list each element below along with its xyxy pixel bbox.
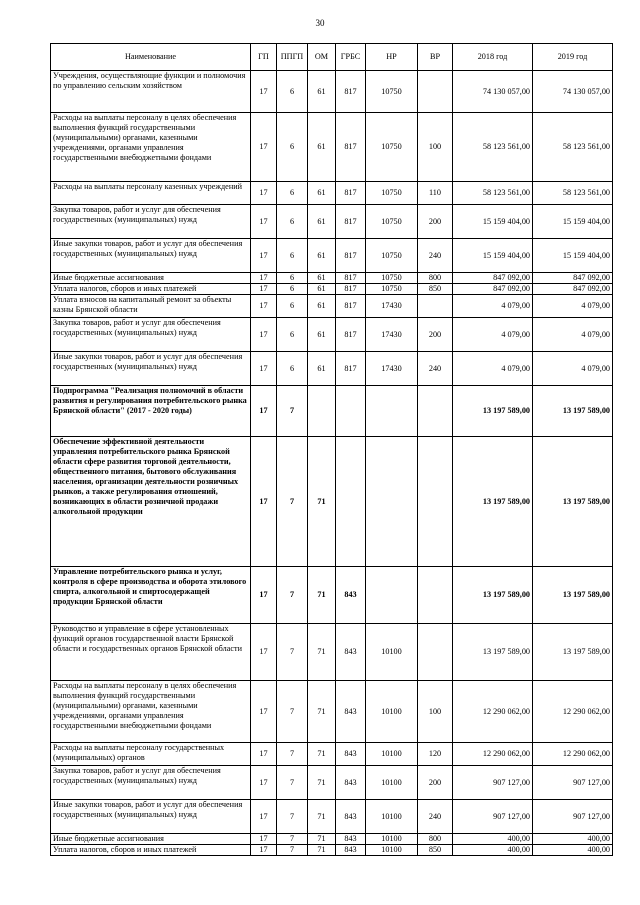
row-om: 71	[308, 743, 336, 766]
table-header-row	[51, 44, 613, 71]
row-grbs	[336, 437, 366, 567]
row-amount-2018: 13 197 589,00	[453, 437, 533, 567]
row-name: Руководство и управление в сфере установленных функций органов государственной власти Брянской области и государственных органов Брянской области	[51, 624, 251, 681]
row-gp: 17	[251, 239, 277, 273]
table-row	[51, 845, 613, 856]
table-row	[51, 386, 613, 437]
row-ppgp: 7	[277, 766, 308, 800]
row-grbs: 843	[336, 845, 366, 856]
row-grbs: 817	[336, 182, 366, 205]
row-amount-2019: 15 159 404,00	[533, 239, 613, 273]
row-name: Иные бюджетные ассигнования	[51, 273, 251, 284]
row-amount-2019: 74 130 057,00	[533, 71, 613, 113]
row-name: Расходы на выплаты персоналу в целях обеспечения выполнения функций государственными (муниципальными) органами, казенными учреждениями, органами управления государственными внебюджетными фондами	[51, 113, 251, 182]
row-nr: 17430	[366, 352, 418, 386]
row-vr: 200	[418, 205, 453, 239]
row-ppgp: 6	[277, 295, 308, 318]
row-amount-2018: 400,00	[453, 834, 533, 845]
row-name: Расходы на выплаты персоналу казенных учреждений	[51, 182, 251, 205]
row-grbs: 843	[336, 624, 366, 681]
row-nr: 10100	[366, 624, 418, 681]
row-ppgp: 6	[277, 318, 308, 352]
row-amount-2018: 74 130 057,00	[453, 71, 533, 113]
table-row	[51, 352, 613, 386]
header-ppgp: ППГП	[277, 44, 308, 71]
row-amount-2019: 15 159 404,00	[533, 205, 613, 239]
row-grbs: 843	[336, 834, 366, 845]
row-om: 71	[308, 681, 336, 743]
row-om: 61	[308, 71, 336, 113]
row-amount-2018: 13 197 589,00	[453, 386, 533, 437]
row-ppgp: 7	[277, 800, 308, 834]
row-gp: 17	[251, 567, 277, 624]
row-nr: 10750	[366, 273, 418, 284]
row-amount-2019: 4 079,00	[533, 352, 613, 386]
row-om: 61	[308, 352, 336, 386]
row-om: 71	[308, 845, 336, 856]
row-ppgp: 7	[277, 567, 308, 624]
header-om: ОМ	[308, 44, 336, 71]
row-gp: 17	[251, 284, 277, 295]
row-nr: 10750	[366, 113, 418, 182]
row-grbs: 843	[336, 800, 366, 834]
table-row	[51, 834, 613, 845]
row-vr: 240	[418, 352, 453, 386]
row-gp: 17	[251, 113, 277, 182]
row-name: Уплата взносов на капитальный ремонт за объекты казны Брянской области	[51, 295, 251, 318]
row-vr: 100	[418, 113, 453, 182]
row-amount-2018: 58 123 561,00	[453, 182, 533, 205]
row-grbs: 817	[336, 273, 366, 284]
row-om: 61	[308, 273, 336, 284]
row-om: 61	[308, 284, 336, 295]
page-number: 30	[315, 18, 325, 28]
row-amount-2019: 13 197 589,00	[533, 624, 613, 681]
budget-table	[50, 43, 613, 856]
row-amount-2019: 13 197 589,00	[533, 567, 613, 624]
row-ppgp: 7	[277, 437, 308, 567]
row-name: Расходы на выплаты персоналу в целях обеспечения выполнения функций государственными (муниципальными) органами, казенными учреждениями, органами управления государственными внебюджетными фондами	[51, 681, 251, 743]
row-name: Иные закупки товаров, работ и услуг для обеспечения государственных (муниципальных) нужд	[51, 239, 251, 273]
row-gp: 17	[251, 318, 277, 352]
table-row	[51, 567, 613, 624]
row-amount-2019: 12 290 062,00	[533, 743, 613, 766]
row-amount-2018: 12 290 062,00	[453, 681, 533, 743]
row-nr	[366, 437, 418, 567]
row-amount-2019: 907 127,00	[533, 800, 613, 834]
table-row	[51, 113, 613, 182]
row-nr: 10100	[366, 834, 418, 845]
row-amount-2018: 4 079,00	[453, 295, 533, 318]
row-name: Расходы на выплаты персоналу государственных (муниципальных) органов	[51, 743, 251, 766]
row-grbs: 817	[336, 113, 366, 182]
row-nr: 10100	[366, 845, 418, 856]
row-name: Уплата налогов, сборов и иных платежей	[51, 284, 251, 295]
table-row	[51, 681, 613, 743]
row-name: Подпрограмма "Реализация полномочий в области развития и регулирования потребительского рынка Брянской области" (2017 - 2020 годы)	[51, 386, 251, 437]
row-gp: 17	[251, 182, 277, 205]
row-nr: 10750	[366, 71, 418, 113]
header-2018: 2018 год	[453, 44, 533, 71]
row-amount-2019: 907 127,00	[533, 766, 613, 800]
table-row	[51, 71, 613, 113]
row-ppgp: 6	[277, 71, 308, 113]
row-grbs: 817	[336, 205, 366, 239]
row-amount-2019: 13 197 589,00	[533, 437, 613, 567]
row-gp: 17	[251, 834, 277, 845]
row-amount-2018: 847 092,00	[453, 273, 533, 284]
header-vr: ВР	[418, 44, 453, 71]
row-amount-2018: 400,00	[453, 845, 533, 856]
row-vr: 850	[418, 284, 453, 295]
row-name: Обеспечение эффективной деятельности управления потребительского рынка Брянской области сфере развития торговой деятельности, общественного питания, бытового обслуживания населения, организации деятельности розничных рынков, а также регулирования отношений, возникающих в области розничной продажи алкогольной продукции	[51, 437, 251, 567]
row-nr: 10750	[366, 205, 418, 239]
row-vr: 800	[418, 834, 453, 845]
row-gp: 17	[251, 386, 277, 437]
row-ppgp: 6	[277, 205, 308, 239]
row-amount-2019: 12 290 062,00	[533, 681, 613, 743]
row-vr: 240	[418, 800, 453, 834]
header-name: Наименование	[51, 44, 251, 71]
row-gp: 17	[251, 437, 277, 567]
row-om: 71	[308, 834, 336, 845]
row-vr	[418, 386, 453, 437]
row-om: 71	[308, 567, 336, 624]
row-name: Иные бюджетные ассигнования	[51, 834, 251, 845]
table-row	[51, 766, 613, 800]
row-amount-2019: 4 079,00	[533, 318, 613, 352]
table-row	[51, 205, 613, 239]
row-gp: 17	[251, 766, 277, 800]
row-grbs: 817	[336, 352, 366, 386]
table-row	[51, 182, 613, 205]
table-row	[51, 239, 613, 273]
row-amount-2019: 400,00	[533, 845, 613, 856]
row-grbs: 843	[336, 766, 366, 800]
row-nr: 10750	[366, 239, 418, 273]
row-ppgp: 7	[277, 681, 308, 743]
header-2019: 2019 год	[533, 44, 613, 71]
row-name: Иные закупки товаров, работ и услуг для обеспечения государственных (муниципальных) нужд	[51, 352, 251, 386]
row-ppgp: 7	[277, 386, 308, 437]
row-om: 71	[308, 800, 336, 834]
row-vr	[418, 295, 453, 318]
row-nr: 17430	[366, 295, 418, 318]
row-gp: 17	[251, 845, 277, 856]
row-grbs: 843	[336, 567, 366, 624]
row-gp: 17	[251, 71, 277, 113]
row-name: Управление потребительского рынка и услуг, контроля в сфере производства и оборота этилового спирта, алкогольной и спиртосодержащей продукции Брянской области	[51, 567, 251, 624]
header-nr: НР	[366, 44, 418, 71]
row-amount-2019: 400,00	[533, 834, 613, 845]
row-ppgp: 7	[277, 624, 308, 681]
row-vr: 200	[418, 318, 453, 352]
row-om: 61	[308, 318, 336, 352]
row-amount-2018: 13 197 589,00	[453, 567, 533, 624]
row-gp: 17	[251, 273, 277, 284]
row-amount-2019: 4 079,00	[533, 295, 613, 318]
table-row	[51, 743, 613, 766]
row-vr: 200	[418, 766, 453, 800]
row-amount-2018: 13 197 589,00	[453, 624, 533, 681]
row-grbs: 817	[336, 295, 366, 318]
row-ppgp: 6	[277, 284, 308, 295]
table-row	[51, 800, 613, 834]
table-row	[51, 318, 613, 352]
row-vr	[418, 624, 453, 681]
row-om	[308, 386, 336, 437]
row-grbs: 817	[336, 284, 366, 295]
row-vr: 800	[418, 273, 453, 284]
row-om: 71	[308, 624, 336, 681]
row-gp: 17	[251, 205, 277, 239]
row-gp: 17	[251, 295, 277, 318]
row-amount-2018: 12 290 062,00	[453, 743, 533, 766]
header-grbs: ГРБС	[336, 44, 366, 71]
row-nr: 10100	[366, 681, 418, 743]
row-amount-2018: 907 127,00	[453, 766, 533, 800]
row-vr: 100	[418, 681, 453, 743]
row-amount-2018: 847 092,00	[453, 284, 533, 295]
table-row	[51, 295, 613, 318]
row-ppgp: 7	[277, 845, 308, 856]
row-nr	[366, 386, 418, 437]
row-ppgp: 6	[277, 352, 308, 386]
table-row	[51, 437, 613, 567]
row-nr: 10100	[366, 800, 418, 834]
row-om: 61	[308, 239, 336, 273]
row-nr: 10750	[366, 182, 418, 205]
row-name: Закупка товаров, работ и услуг для обеспечения государственных (муниципальных) нужд	[51, 318, 251, 352]
row-vr: 850	[418, 845, 453, 856]
table-row	[51, 624, 613, 681]
row-om: 71	[308, 766, 336, 800]
row-nr: 17430	[366, 318, 418, 352]
row-gp: 17	[251, 624, 277, 681]
row-om: 61	[308, 113, 336, 182]
row-om: 61	[308, 295, 336, 318]
row-nr: 10100	[366, 766, 418, 800]
row-gp: 17	[251, 681, 277, 743]
row-amount-2018: 4 079,00	[453, 352, 533, 386]
row-name: Закупка товаров, работ и услуг для обеспечения государственных (муниципальных) нужд	[51, 205, 251, 239]
row-nr	[366, 567, 418, 624]
row-name: Закупка товаров, работ и услуг для обеспечения государственных (муниципальных) нужд	[51, 766, 251, 800]
row-ppgp: 6	[277, 239, 308, 273]
row-om: 71	[308, 437, 336, 567]
row-ppgp: 6	[277, 273, 308, 284]
row-grbs	[336, 386, 366, 437]
row-amount-2019: 58 123 561,00	[533, 113, 613, 182]
row-amount-2019: 58 123 561,00	[533, 182, 613, 205]
row-name: Учреждения, осуществляющие функции и полномочия по управлению сельским хозяйством	[51, 71, 251, 113]
header-gp: ГП	[251, 44, 277, 71]
table-row	[51, 284, 613, 295]
row-ppgp: 7	[277, 743, 308, 766]
row-gp: 17	[251, 743, 277, 766]
row-amount-2018: 4 079,00	[453, 318, 533, 352]
row-grbs: 843	[336, 743, 366, 766]
row-grbs: 817	[336, 318, 366, 352]
row-vr: 240	[418, 239, 453, 273]
row-amount-2018: 907 127,00	[453, 800, 533, 834]
row-name: Иные закупки товаров, работ и услуг для обеспечения государственных (муниципальных) нужд	[51, 800, 251, 834]
row-amount-2019: 847 092,00	[533, 273, 613, 284]
row-amount-2018: 15 159 404,00	[453, 205, 533, 239]
row-gp: 17	[251, 800, 277, 834]
row-om: 61	[308, 182, 336, 205]
row-vr: 120	[418, 743, 453, 766]
row-vr	[418, 71, 453, 113]
row-amount-2019: 847 092,00	[533, 284, 613, 295]
row-name: Уплата налогов, сборов и иных платежей	[51, 845, 251, 856]
row-vr: 110	[418, 182, 453, 205]
row-nr: 10750	[366, 284, 418, 295]
row-ppgp: 6	[277, 113, 308, 182]
row-grbs: 817	[336, 71, 366, 113]
row-ppgp: 7	[277, 834, 308, 845]
row-grbs: 817	[336, 239, 366, 273]
table-row	[51, 273, 613, 284]
row-amount-2018: 58 123 561,00	[453, 113, 533, 182]
row-amount-2019: 13 197 589,00	[533, 386, 613, 437]
row-nr: 10100	[366, 743, 418, 766]
row-vr	[418, 437, 453, 567]
row-om: 61	[308, 205, 336, 239]
row-ppgp: 6	[277, 182, 308, 205]
row-vr	[418, 567, 453, 624]
row-amount-2018: 15 159 404,00	[453, 239, 533, 273]
row-gp: 17	[251, 352, 277, 386]
row-grbs: 843	[336, 681, 366, 743]
